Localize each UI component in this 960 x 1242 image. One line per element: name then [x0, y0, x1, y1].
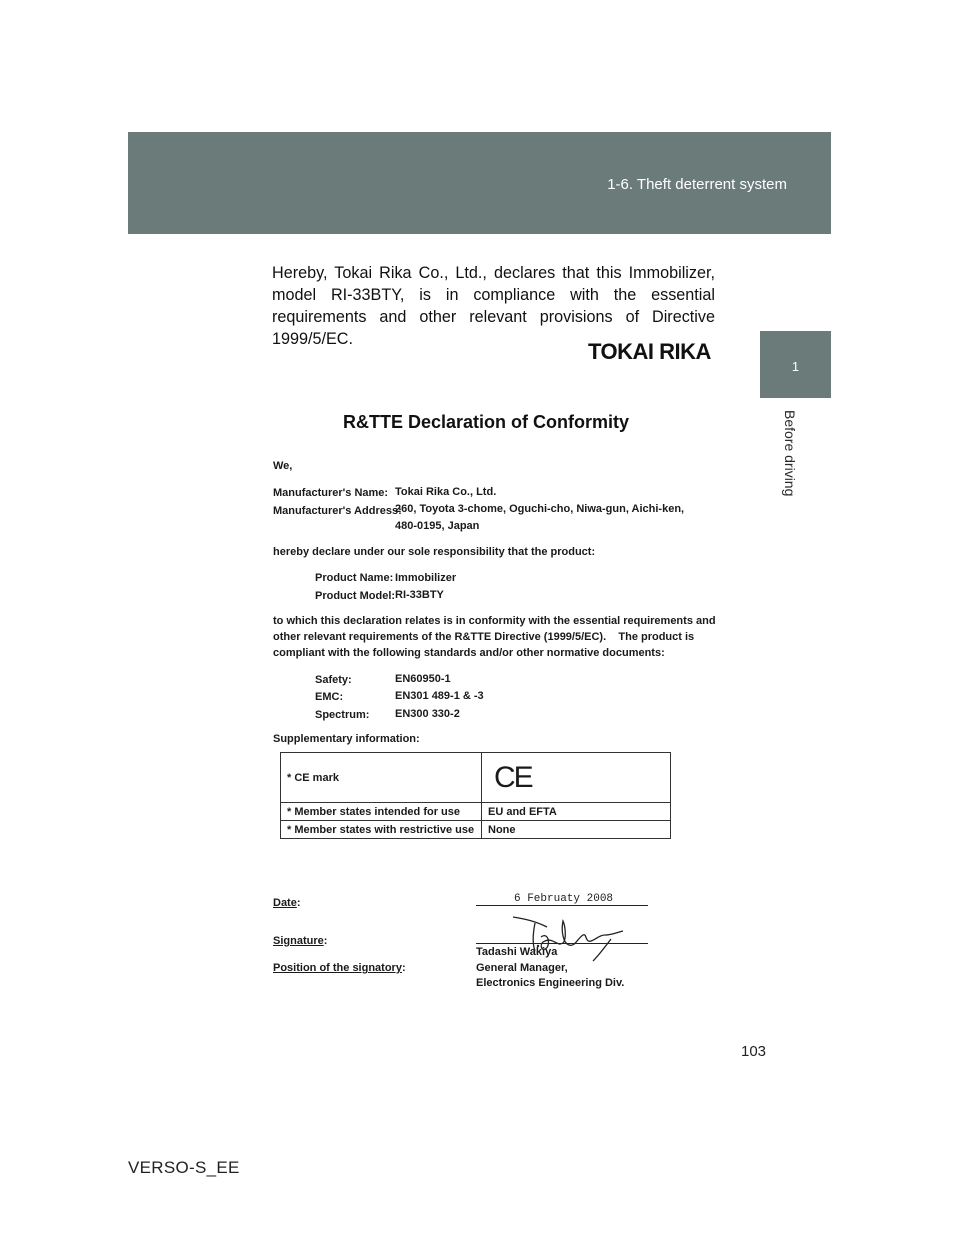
emc-standard: EN301 489-1 & -3 [395, 690, 484, 702]
table-row [281, 803, 671, 821]
manufacturer-address-line2: 480-0195, Japan [395, 520, 480, 532]
manufacturer-name: Tokai Rika Co., Ltd. [395, 486, 497, 498]
supplementary-label: Supplementary information: [273, 733, 420, 745]
signatory-division: Electronics Engineering Div. [476, 977, 625, 989]
date-value: 6 Februaty 2008 [514, 893, 614, 905]
table-cell-label: * Member states with restrictive use [281, 821, 482, 839]
date-label: Date: [273, 897, 301, 909]
safety-label: Safety: [315, 674, 352, 686]
manufacturer-name-label: Manufacturer's Name: [273, 487, 389, 499]
date-line [476, 905, 648, 906]
ce-mark: CE [494, 760, 532, 794]
company-logo: TOKAI RIKA [588, 339, 711, 364]
product-name-label: Product Name: [315, 572, 394, 584]
we-text: We, [273, 460, 293, 472]
table-row [281, 821, 671, 839]
signatory-name: Tadashi Wakiya [476, 946, 558, 958]
footer-model: VERSO-S_EE [128, 1158, 240, 1177]
hereby-text: hereby declare under our sole responsibility that the product: [273, 546, 596, 558]
section-title: 1-6. Theft deterrent system [607, 176, 787, 193]
declaration-title: R&TTE Declaration of Conformity [343, 412, 630, 432]
spectrum-label: Spectrum: [315, 709, 370, 721]
signatory-title: General Manager, [476, 962, 568, 974]
conformity-line-3: compliant with the following standards and/or other normative documents: [273, 647, 665, 659]
page-number: 103 [741, 1043, 767, 1060]
header-band [128, 132, 831, 234]
table-row [281, 753, 671, 803]
table-cell-value: EU and EFTA [482, 803, 671, 821]
safety-standard: EN60950-1 [395, 673, 451, 685]
manufacturer-address-line1: 260, Toyota 3-chome, Oguchi-cho, Niwa-gun, Aichi-ken, [395, 503, 685, 515]
conformity-line-1: to which this declaration relates is in conformity with the essential requirements and [273, 615, 716, 627]
signature-line [476, 943, 648, 944]
product-model: RI-33BTY [395, 589, 444, 601]
table-cell-label: * CE mark [281, 753, 482, 803]
emc-label: EMC: [315, 691, 344, 703]
product-model-label: Product Model: [315, 590, 396, 602]
table-cell-value: None [482, 821, 671, 839]
chapter-number: 1 [791, 359, 800, 374]
chapter-tab [760, 331, 831, 398]
manufacturer-address-label: Manufacturer's Address: [273, 505, 402, 517]
chapter-label: Before driving [782, 410, 798, 497]
table-cell-label: * Member states intended for use [281, 803, 482, 821]
supplementary-table [280, 752, 671, 839]
position-label: Position of the signatory: [273, 962, 406, 974]
ce-mark-cell [482, 753, 671, 803]
conformity-line-2: other relevant requirements of the R&TTE Directive (1999/5/EC). The product is [273, 631, 695, 643]
product-name: Immobilizer [395, 572, 457, 584]
intro-paragraph: Hereby, Tokai Rika Co., Ltd., declares that this Immobilizer, model RI-33BTY, is in compliance with the essential requirements and other relevant provisions of Directive 1999/5/EC. [272, 264, 715, 348]
spectrum-standard: EN300 330-2 [395, 708, 460, 720]
signature-label: Signature: [273, 935, 328, 947]
